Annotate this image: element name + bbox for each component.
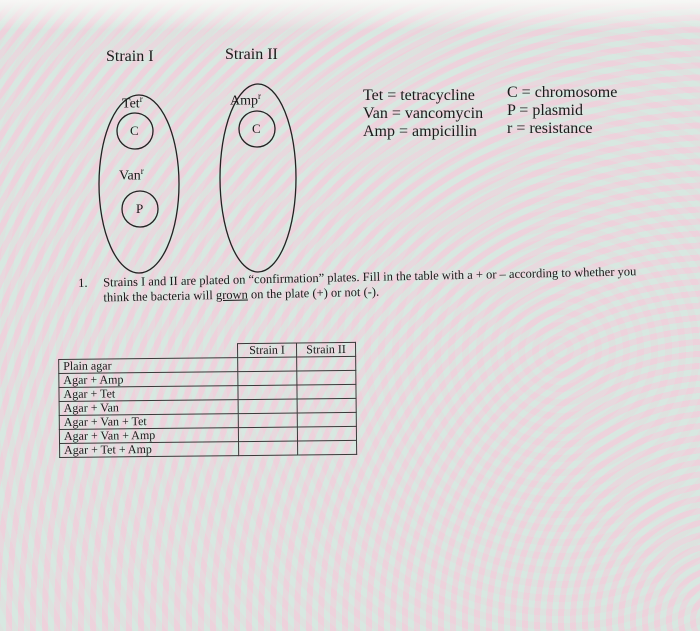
cell-agar-tet-amp-strain2[interactable] xyxy=(298,440,357,455)
strain1-van-superscript: r xyxy=(140,166,144,176)
cell-agar-amp-strain1[interactable] xyxy=(238,371,297,386)
question-number: 1. xyxy=(78,275,88,290)
row-label-agar-van-tet: Agar + Van + Tet xyxy=(59,414,238,430)
strain1-tet-superscript: r xyxy=(139,94,143,104)
strain2-amp-superscript: r xyxy=(258,91,261,101)
strain2-chromosome-label: C xyxy=(252,121,261,136)
cell-agar-van-strain1[interactable] xyxy=(238,399,297,414)
header-strain1: Strain I xyxy=(237,343,296,358)
strain1-van-text: Van xyxy=(119,168,141,184)
question-text-after: on the plate (+) or not (-). xyxy=(247,284,380,302)
strain1-tet-text: Tet xyxy=(122,96,140,112)
row-label-agar-amp: Agar + Amp xyxy=(59,372,238,388)
legend-plasmid: P = plasmid xyxy=(507,102,583,119)
cell-plain-agar-strain1[interactable] xyxy=(238,357,297,372)
cell-agar-van-amp-strain1[interactable] xyxy=(238,427,297,442)
legend-resistance: r = resistance xyxy=(507,120,593,137)
strain1-plasmid-label: P xyxy=(136,201,144,216)
cell-plain-agar-strain2[interactable] xyxy=(297,356,356,371)
strain2-title: Strain II xyxy=(225,46,278,63)
legend-chromosome: C = chromosome xyxy=(507,84,618,101)
row-label-plain-agar: Plain agar xyxy=(59,358,238,374)
cell-agar-van-tet-strain2[interactable] xyxy=(297,412,356,427)
cell-agar-van-tet-strain1[interactable] xyxy=(238,413,297,428)
question-underlined-word: grown xyxy=(215,287,248,303)
cell-agar-amp-strain2[interactable] xyxy=(297,370,356,385)
row-label-agar-tet: Agar + Tet xyxy=(59,386,238,402)
legend-van: Van = vancomycin xyxy=(363,105,484,122)
strain1-title: Strain I xyxy=(106,48,154,65)
strain2-cell-outline xyxy=(220,84,296,272)
growth-results-table xyxy=(58,342,357,458)
cell-agar-van-amp-strain2[interactable] xyxy=(297,426,356,441)
strain2-amp-text: Amp xyxy=(230,93,258,109)
legend-amp: Amp = ampicillin xyxy=(363,123,477,140)
strain1-van-gene-label xyxy=(119,166,144,185)
row-label-agar-tet-amp: Agar + Tet + Amp xyxy=(60,442,239,458)
legend-tet: Tet = tetracycline xyxy=(363,87,475,104)
row-label-agar-van: Agar + Van xyxy=(59,400,238,416)
strain1-tet-gene-label xyxy=(122,94,143,113)
table-row xyxy=(60,440,357,457)
row-label-agar-van-amp: Agar + Van + Amp xyxy=(59,428,238,444)
cell-agar-van-strain2[interactable] xyxy=(297,398,356,413)
question-text-before: Strains I and II are plated on “confirmation” plates. Fill in the table with a + or – according to whether you think the bacteria will xyxy=(102,264,637,305)
strain2-amp-gene-label xyxy=(230,91,261,110)
cell-agar-tet-strain1[interactable] xyxy=(238,385,297,400)
cell-agar-tet-amp-strain1[interactable] xyxy=(239,441,298,456)
cell-agar-tet-strain2[interactable] xyxy=(297,384,356,399)
strain1-chromosome-label: C xyxy=(130,123,139,138)
header-strain2: Strain II xyxy=(296,342,355,357)
